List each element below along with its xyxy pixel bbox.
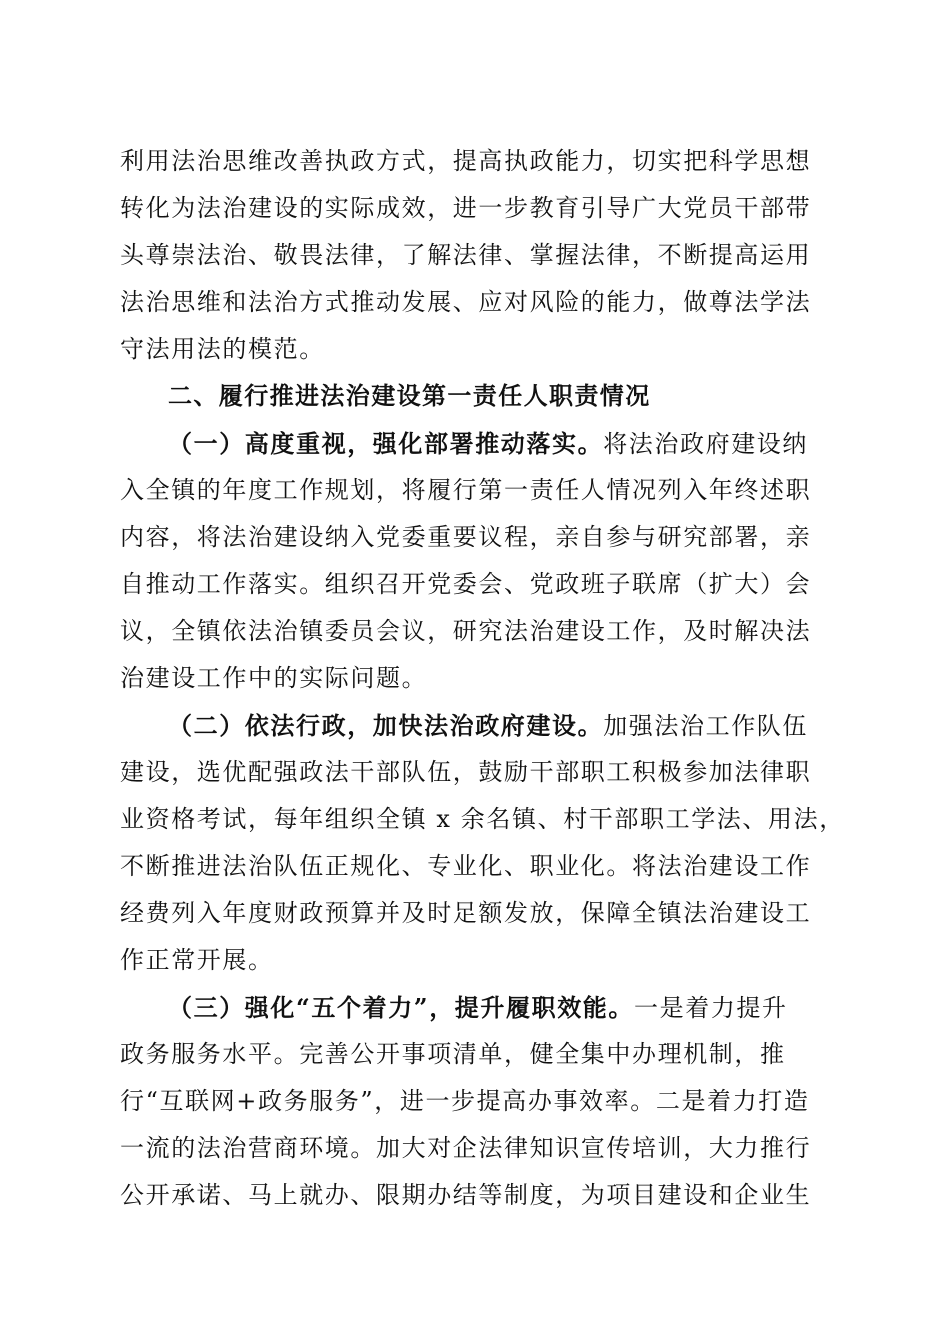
text-line: 头尊崇法治、敬畏法律，了解法律、掌握法律，不断提高运用 — [120, 241, 812, 269]
paragraph-title: （三）强化“五个着力”，提升履职效能。 — [168, 993, 635, 1022]
text-line: 不断推进法治队伍正规化、专业化、职业化。将法治建设工作 — [120, 852, 812, 880]
paragraph-first-line — [120, 702, 836, 749]
text-line: 行“互联网+政务服务”，进一步提高办事效率。二是着力打造 — [120, 1087, 810, 1115]
section-heading: 二、履行推进法治建设第一责任人职责情况 — [168, 382, 651, 410]
text-line: 业资格考试，每年组织全镇 x 余名镇、村干部职工学法、用法， — [120, 805, 845, 833]
text-line: 议，全镇依法治镇委员会议，研究法治建设工作，及时解决法 — [120, 617, 812, 645]
paragraph-first-line — [120, 984, 836, 1031]
paragraph-3 — [120, 702, 845, 984]
paragraph-title: （一）高度重视，强化部署推动落实。 — [168, 429, 604, 458]
text-line: 内容，将法治建设纳入党委重要议程，亲自参与研究部署，亲 — [120, 523, 812, 551]
paragraph-4 — [120, 984, 836, 1219]
paragraph-title: （二）依法行政，加快法治政府建设。 — [168, 711, 604, 740]
text-line: 作正常开展。 — [120, 946, 274, 974]
text-line: 守法用法的模范。 — [120, 335, 325, 363]
paragraph-text: 一是着力提升 — [634, 994, 788, 1022]
text-line: 经费列入年度财政预算并及时足额发放，保障全镇法治建设工 — [120, 899, 812, 927]
paragraph-text: 加强法治工作队伍 — [603, 712, 809, 740]
text-line: 法治思维和法治方式推动发展、应对风险的能力，做尊法学法 — [120, 288, 812, 316]
text-line: 一流的法治营商环境。加大对企法律知识宣传培训，大力推行 — [120, 1134, 812, 1162]
paragraph-text: 将法治政府建设纳 — [603, 430, 809, 458]
paragraph-first-line — [120, 420, 836, 467]
paragraph-1 — [120, 138, 836, 373]
text-line: 自推动工作落实。组织召开党委会、党政班子联席（扩大）会 — [120, 570, 812, 598]
paragraph-2 — [120, 420, 836, 702]
text-line: 利用法治思维改善执政方式，提高执政能力，切实把科学思想 — [120, 147, 812, 175]
text-line: 政务服务水平。完善公开事项清单，健全集中办理机制，推 — [120, 1040, 786, 1068]
document-body — [120, 138, 845, 1219]
text-line: 公开承诺、马上就办、限期办结等制度，为项目建设和企业生 — [120, 1181, 812, 1209]
text-line: 入全镇的年度工作规划，将履行第一责任人情况列入年终述职 — [120, 476, 812, 504]
text-line: 建设，选优配强政法干部队伍，鼓励干部职工积极参加法律职 — [120, 758, 812, 786]
text-line: 转化为法治建设的实际成效，进一步教育引导广大党员干部带 — [120, 194, 812, 222]
text-line: 治建设工作中的实际问题。 — [120, 664, 428, 692]
